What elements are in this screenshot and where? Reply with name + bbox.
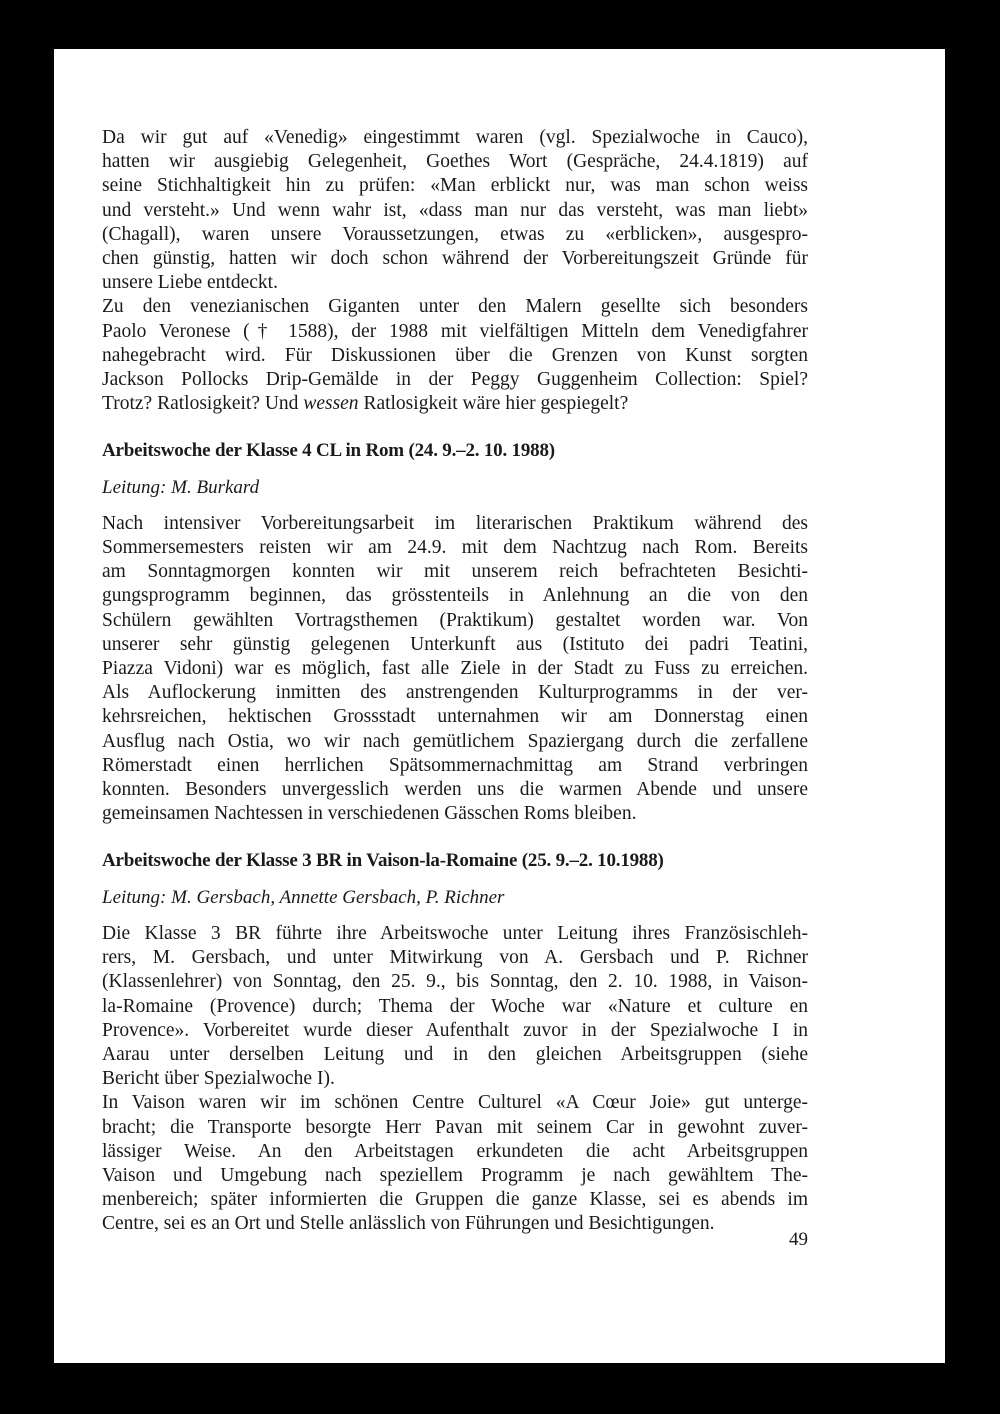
document-page [54, 49, 945, 1363]
text-line: la-Romaine (Provence) durch; Thema der Woche war «Nature et culture en [102, 995, 808, 1017]
text-line: am Sonntagmorgen konnten wir mit unserem reich befrachteten Besichti- [102, 561, 808, 583]
page-content [102, 126, 808, 1237]
text-line: gungsprogramm beginnen, das grösstenteils in Anlehnung an die von den [102, 585, 808, 607]
text-line: Ausflug nach Ostia, wo wir nach gemütlichem Spaziergang durch die zerfallene [102, 730, 808, 752]
text-line: Vaison und Umgebung nach speziellem Programm je nach gewähltem The- [102, 1164, 808, 1186]
text-line: Schülern gewählten Vortragsthemen (Praktikum) gestaltet worden war. Von [102, 609, 808, 631]
paragraph-venedig-2 [102, 295, 808, 416]
text-line: lässiger Weise. An den Arbeitstagen erkundeten die acht Arbeitsgruppen [102, 1140, 808, 1162]
section-heading-rom: Arbeitswoche der Klasse 4 CL in Rom (24. 9.–2. 10. 1988) [102, 440, 555, 462]
section-heading-vaison: Arbeitswoche der Klasse 3 BR in Vaison-la-Romaine (25. 9.–2. 10.1988) [102, 850, 664, 872]
text-line: Die Klasse 3 BR führte ihre Arbeitswoche unter Leitung ihres Französischleh- [102, 922, 808, 944]
text-line: kehrsreichen, hektischen Grossstadt unternahmen wir am Donnerstag einen [102, 706, 808, 728]
text-line: In Vaison waren wir im schönen Centre Culturel «A Cœur Joie» gut unterge- [102, 1092, 808, 1114]
text-line: Nach intensiver Vorbereitungsarbeit im literarischen Praktikum während des [102, 512, 808, 534]
emphasis-text: wessen [303, 393, 359, 415]
text-line: (Klassenlehrer) von Sonntag, den 25. 9., bis Sonntag, den 2. 10. 1988, in Vaison- [102, 971, 808, 993]
text-run: Trotz? Ratlosigkeit? Und [102, 393, 304, 415]
text-run: Ratlosigkeit wäre hier gespiegelt? [358, 393, 629, 415]
text-line: unserer sehr günstig gelegenen Unterkunft aus (Istituto dei padri Teatini, [102, 633, 808, 655]
page-number: 49 [789, 1229, 808, 1250]
section-leader-vaison: Leitung: M. Gersbach, Annette Gersbach, P. Richner [102, 886, 505, 908]
text-line: und versteht.» Und wenn wahr ist, «dass man nur das versteht, was man liebt» [102, 199, 808, 221]
text-line: chen günstig, hatten wir doch schon während der Vorbereitungszeit Gründe für [102, 248, 808, 270]
text-line: bracht; die Transporte besorgte Herr Pavan mit seinem Car in gewohnt zuver- [102, 1116, 808, 1138]
text-line: Römerstadt einen herrlichen Spätsommernachmittag am Strand verbringen [102, 754, 808, 776]
text-line: Provence». Vorbereitet wurde dieser Aufenthalt zuvor in der Spezialwoche I in [102, 1019, 808, 1041]
text-line: Sommersemesters reisten wir am 24.9. mit dem Nachtzug nach Rom. Bereits [102, 537, 808, 559]
paragraph-vaison-1 [102, 922, 808, 1091]
text-line: hatten wir ausgiebig Gelegenheit, Goethes Wort (Gespräche, 24.4.1819) auf [102, 151, 808, 173]
text-line: Centre, sei es an Ort und Stelle anlässlich von Führungen und Besichtigungen. [102, 1213, 715, 1235]
text-line: (Chagall), waren unsere Voraussetzungen, etwas zu «erblicken», ausgespro- [102, 223, 808, 245]
section-leader-rom: Leitung: M. Burkard [102, 476, 260, 498]
text-line: Jackson Pollocks Drip-Gemälde in der Peggy Guggenheim Collection: Spiel? [102, 369, 808, 391]
paragraph-venedig-1 [102, 126, 808, 295]
text-line: rers, M. Gersbach, und unter Mitwirkung von A. Gersbach und P. Richner [102, 947, 808, 969]
text-line: nahegebracht wird. Für Diskussionen über die Grenzen von Kunst sorgten [102, 344, 808, 366]
text-line: Piazza Vidoni) war es möglich, fast alle Ziele in der Stadt zu Fuss zu erreichen. [102, 658, 808, 680]
text-line [102, 392, 808, 416]
text-line: menbereich; später informierten die Gruppen die ganze Klasse, sei es abends im [102, 1189, 808, 1211]
text-line: Zu den venezianischen Giganten unter den Malern gesellte sich besonders [102, 296, 808, 318]
text-line: gemeinsamen Nachtessen in verschiedenen Gässchen Roms bleiben. [102, 803, 637, 825]
paragraph-vaison-2 [102, 1091, 808, 1236]
text-line: Bericht über Spezialwoche I). [102, 1068, 335, 1090]
text-line: unsere Liebe entdeckt. [102, 272, 278, 294]
text-line: Paolo Veronese († 1588), der 1988 mit vielfältigen Mitteln dem Venedigfahrer [102, 320, 808, 342]
paragraph-rom [102, 512, 808, 827]
text-line: Da wir gut auf «Venedig» eingestimmt waren (vgl. Spezialwoche in Cauco), [102, 127, 808, 148]
text-line: konnten. Besonders unvergesslich werden uns die warmen Abende und unsere [102, 779, 808, 801]
text-line: Aarau unter derselben Leitung und in den gleichen Arbeitsgruppen (siehe [102, 1043, 808, 1065]
text-line: Als Auflockerung inmitten des anstrengenden Kulturprogramms in der ver- [102, 682, 808, 704]
text-line: seine Stichhaltigkeit hin zu prüfen: «Man erblickt nur, was man schon weiss [102, 175, 808, 197]
